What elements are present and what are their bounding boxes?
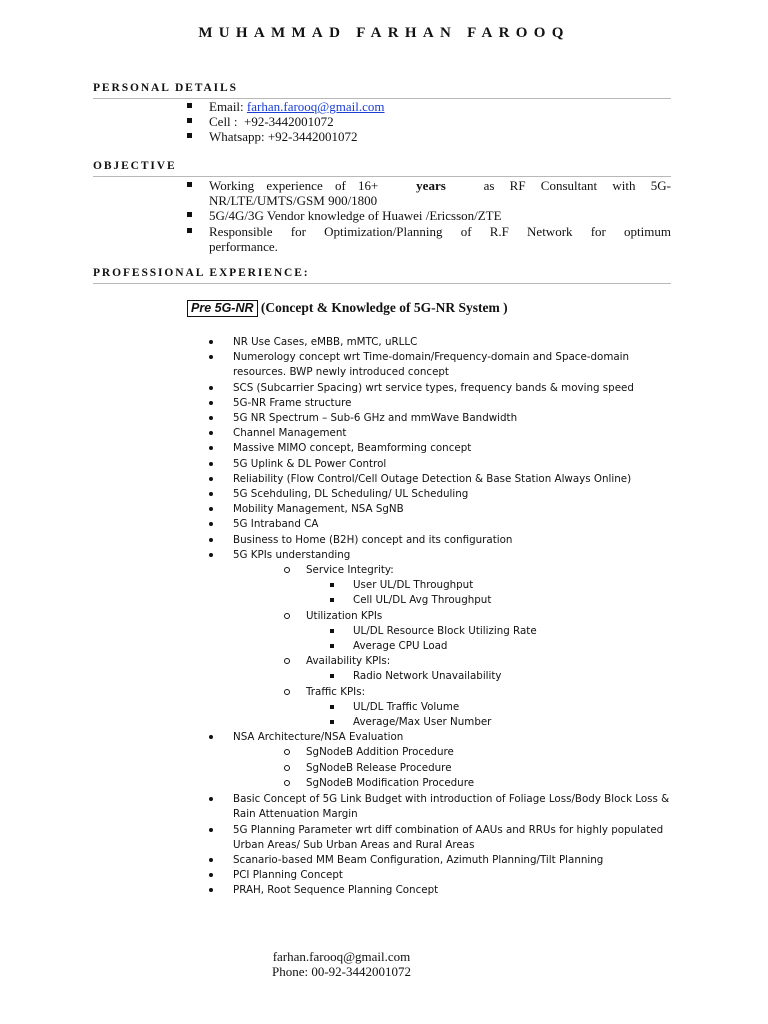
kpi-category-label: Utilization KPIs (306, 609, 383, 622)
list-item: Channel Management (206, 426, 676, 441)
list-item: NR Use Cases, eMBB, mMTC, uRLLC (206, 335, 676, 350)
objective-heading: OBJECTIVE (93, 160, 671, 177)
list-item-5g-kpis (206, 548, 676, 730)
footer-phone: Phone: 00-92-3442001072 (271, 964, 412, 979)
pre-5g-title (187, 300, 508, 317)
kpi-category-availability (260, 654, 676, 684)
email-link[interactable]: farhan.farooq@gmail.com (246, 99, 385, 114)
list-item: Business to Home (B2H) concept and its configuration (206, 533, 676, 548)
kpis-label: 5G KPIs understanding (233, 548, 351, 561)
objective-experience-line2: NR/LTE/UMTS/GSM 900/1800 (209, 193, 378, 209)
kpi-item (306, 593, 676, 608)
kpi-item (306, 578, 676, 593)
kpi-category-label: Service Integrity: (306, 564, 394, 577)
list-item-nsa (206, 730, 676, 791)
kpi-service-list (306, 578, 676, 608)
kpi-item-text: User UL/DL Throughput (306, 578, 676, 593)
candidate-name: MUHAMMAD FARHAN FAROOQ (198, 25, 570, 41)
nsa-label: NSA Architecture/NSA Evaluation (233, 731, 404, 744)
kpi-category-label: Availability KPIs: (306, 655, 391, 668)
kpi-item (306, 669, 676, 684)
email-item (186, 99, 671, 114)
list-item: 5G Scehduling, DL Scheduling/ UL Scheduling (206, 487, 676, 502)
kpi-item (306, 715, 676, 730)
email-label: Email: (209, 99, 244, 114)
list-item: Basic Concept of 5G Link Budget with introduction of Foliage Loss/Body Block Loss & Rain Attenuation Margin (206, 792, 676, 822)
list-item: Scanario-based MM Beam Configuration, Azimuth Planning/Tilt Planning (206, 853, 676, 868)
objective-responsibility-line2: performance. (209, 238, 278, 254)
list-item: 5G Planning Parameter wrt diff combination of AAUs and RRUs for highly populated Urban Areas/ Sub Urban Areas and Rural Areas (206, 823, 676, 853)
page-footer (0, 949, 683, 979)
list-item: 5G-NR Frame structure (206, 396, 676, 411)
kpi-item-text: Radio Network Unavailability (306, 669, 676, 684)
kpi-category-traffic (260, 685, 676, 731)
objective-experience-bold: years (416, 178, 446, 193)
list-item: Massive MIMO concept, Beamforming concept (206, 441, 676, 456)
kpi-item (306, 700, 676, 715)
pre-5g-box-label: Pre 5G-NR (187, 300, 258, 317)
kpi-category-utilization (260, 609, 676, 655)
list-item: 5G NR Spectrum – Sub-6 GHz and mmWave Bandwidth (206, 411, 676, 426)
list-item: SCS (Subcarrier Spacing) wrt service types, frequency bands & moving speed (206, 381, 676, 396)
kpi-traffic-list (306, 700, 676, 730)
kpi-item (306, 624, 676, 639)
list-item: 5G Intraband CA (206, 517, 676, 532)
objective-item-responsibility (186, 224, 671, 254)
kpi-utilization-list (306, 624, 676, 654)
list-item: Mobility Management, NSA SgNB (206, 502, 676, 517)
pre-5g-subtitle: (Concept & Knowledge of 5G-NR System ) (260, 300, 508, 315)
personal-details-heading: PERSONAL DETAILS (93, 82, 671, 99)
kpi-item-text: Cell UL/DL Avg Throughput (306, 593, 676, 608)
objective-item-experience (186, 178, 671, 208)
kpi-category-service (260, 563, 676, 609)
kpi-item (306, 639, 676, 654)
kpi-item-text: UL/DL Resource Block Utilizing Rate (306, 624, 676, 639)
kpi-item-text: UL/DL Traffic Volume (306, 700, 676, 715)
list-item: Numerology concept wrt Time-domain/Frequency-domain and Space-domain resources. BWP newly introduced concept (206, 350, 676, 380)
nsa-procedure-item: SgNodeB Addition Procedure (260, 745, 676, 760)
objective-experience-post: as RF Consultant with 5G- (483, 178, 671, 193)
kpi-item-text: Average/Max User Number (306, 715, 676, 730)
kpi-category-label: Traffic KPIs: (306, 685, 366, 698)
kpi-categories (233, 563, 676, 730)
nsa-procedure-item: SgNodeB Modification Procedure (260, 776, 676, 791)
objective-experience-pre: Working experience of 16+ (209, 178, 379, 193)
list-item: PRAH, Root Sequence Planning Concept (206, 883, 676, 898)
technical-skills (206, 335, 676, 899)
list-item: Reliability (Flow Control/Cell Outage Detection & Base Station Always Online) (206, 472, 676, 487)
objective-item-vendor: 5G/4G/3G Vendor knowledge of Huawei /Ericsson/ZTE (186, 208, 671, 223)
whatsapp-item: Whatsapp: +92-3442001072 (186, 129, 671, 144)
cell-item: Cell : +92-3442001072 (186, 114, 671, 129)
objective-list (186, 178, 671, 254)
skills-list (206, 335, 676, 899)
nsa-procedure-item: SgNodeB Release Procedure (260, 761, 676, 776)
objective-responsibility-line1: Responsible for Optimization/Planning of R.F Network for optimum (209, 223, 671, 239)
nsa-procedures (233, 745, 676, 791)
kpi-item-text: Average CPU Load (306, 639, 676, 654)
kpi-availability-list (306, 669, 676, 684)
personal-details-list (186, 99, 671, 145)
footer-email: farhan.farooq@gmail.com (272, 949, 411, 964)
list-item: 5G Uplink & DL Power Control (206, 457, 676, 472)
list-item: PCI Planning Concept (206, 868, 676, 883)
professional-experience-heading: PROFESSIONAL EXPERIENCE: (93, 267, 671, 284)
